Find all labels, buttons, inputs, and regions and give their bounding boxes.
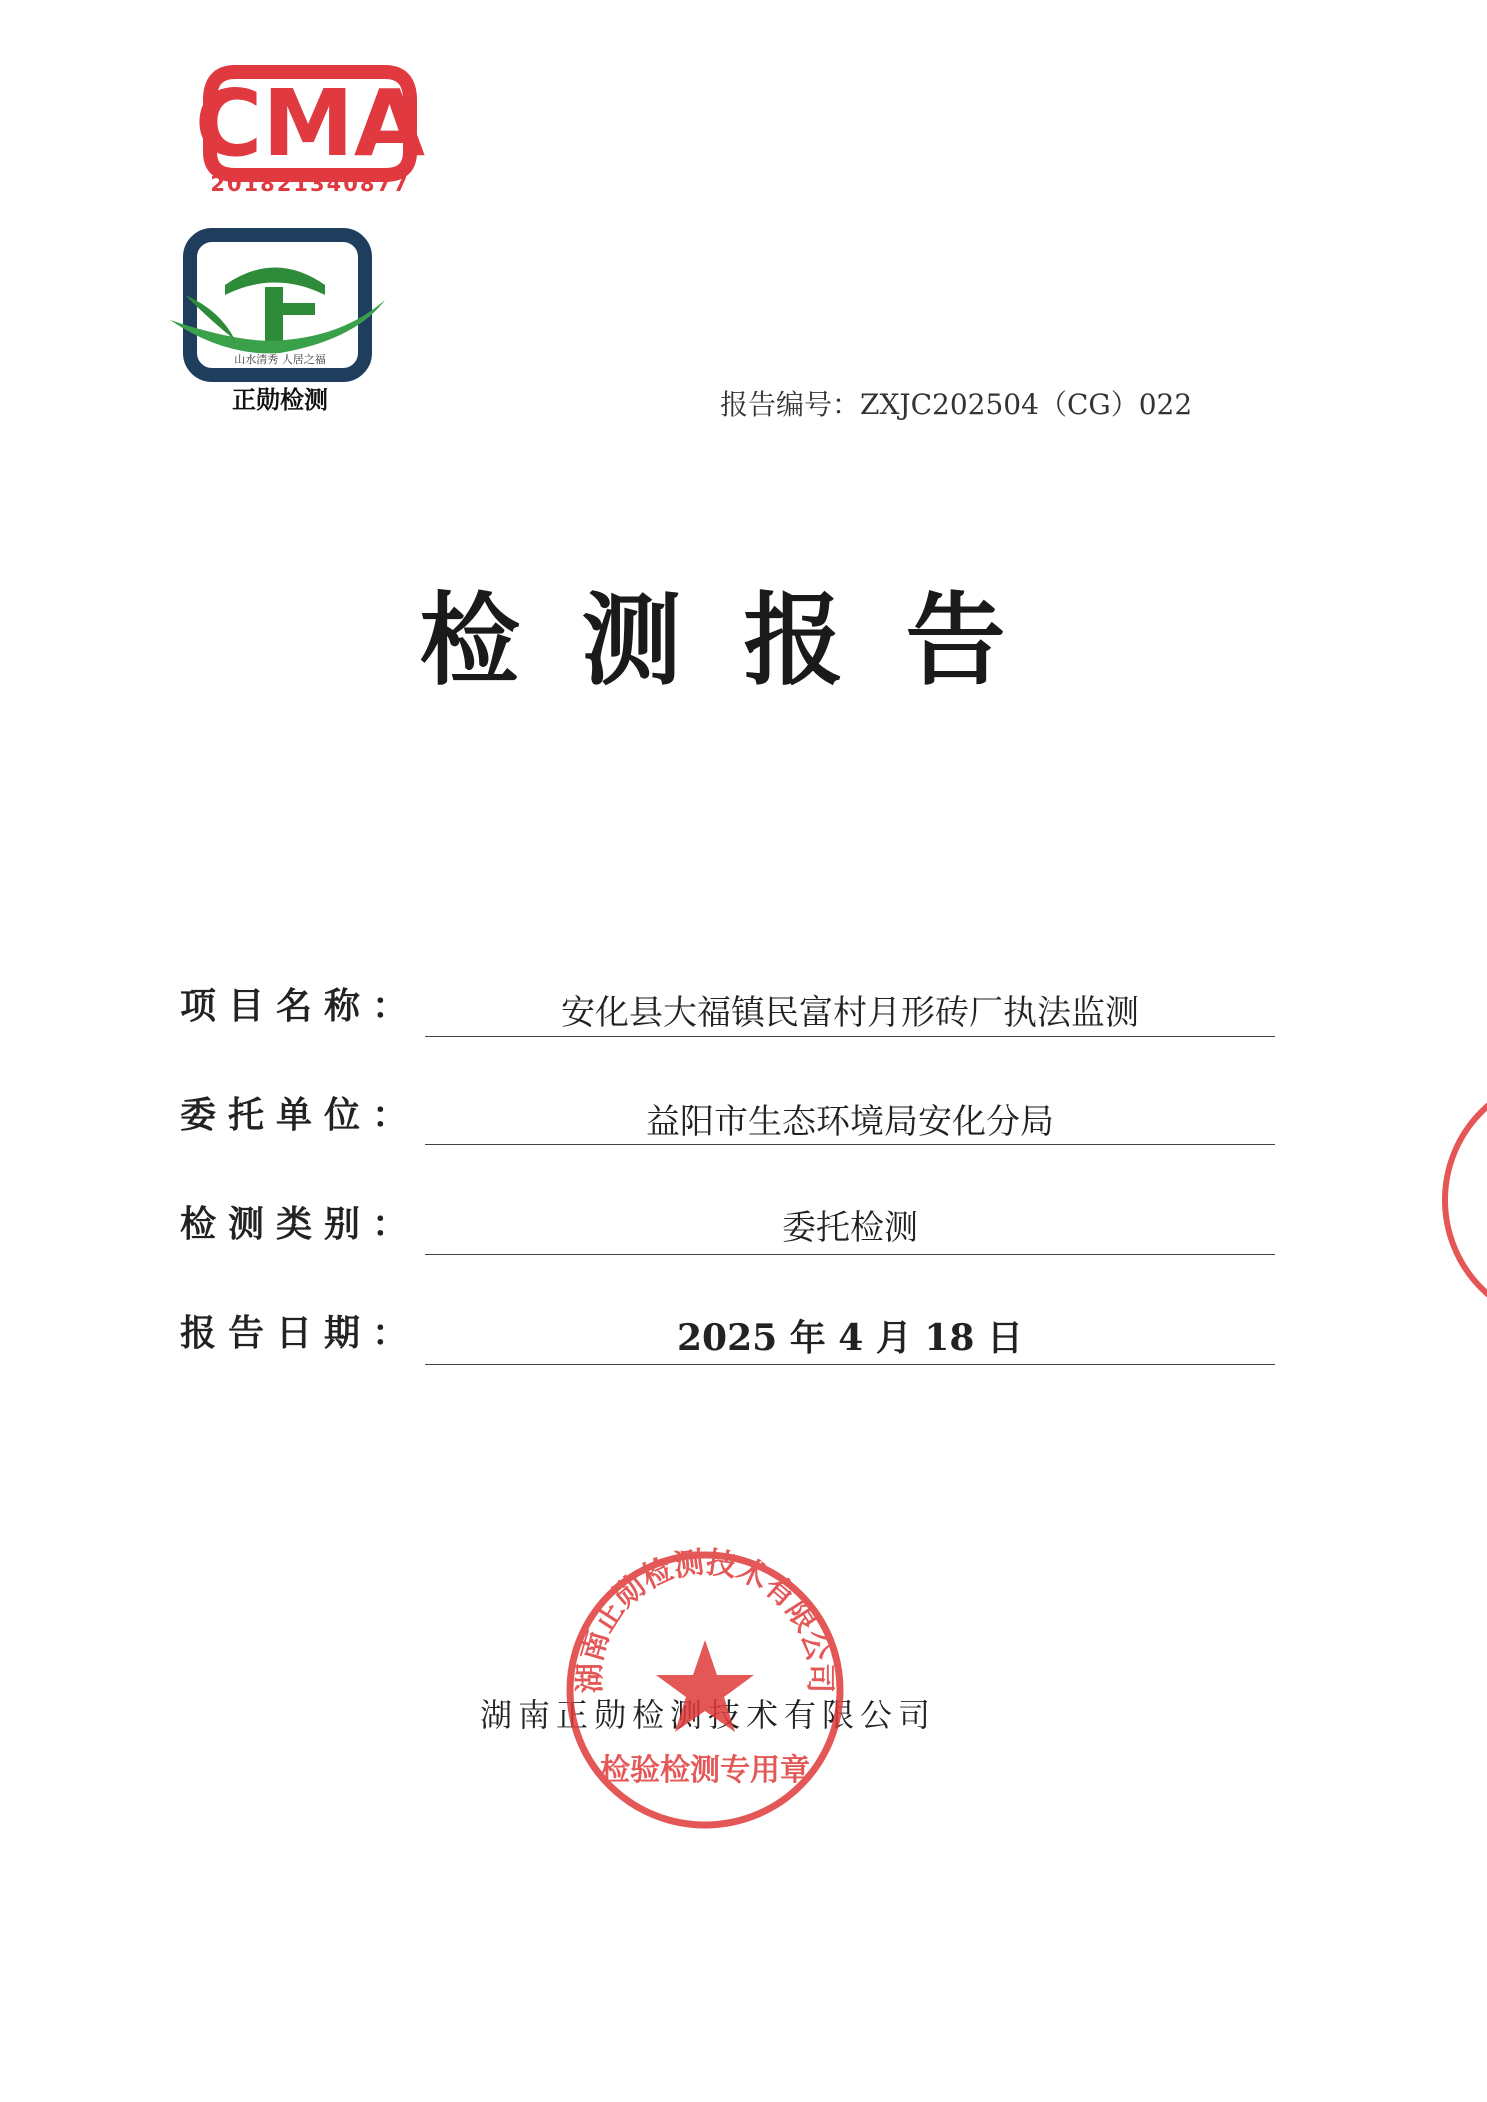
page-title: 检测报告	[419, 582, 1068, 699]
field-label-date: 报告日期：	[180, 1313, 421, 1354]
report-number-value: ZXJC202504（CG）022	[860, 388, 1193, 421]
issuer-name: 湖南正勋检测技术有限公司	[480, 1696, 937, 1734]
company-logo	[165, 225, 395, 385]
cma-number: 201821340877	[210, 172, 410, 196]
field-underline	[425, 1036, 1275, 1037]
field-value-category: 委托检测	[782, 1208, 918, 1248]
field-underline	[425, 1144, 1275, 1145]
report-number-label: 报告编号：	[720, 388, 861, 421]
seal-bottom-text: 检验检测专用章	[600, 1753, 810, 1788]
official-seal	[560, 1545, 850, 1835]
side-seal	[1430, 1070, 1487, 1330]
company-logo-name: 正勋检测	[232, 386, 328, 414]
field-underline	[425, 1364, 1275, 1365]
field-underline	[425, 1254, 1275, 1255]
seal-ring-text: 湖南正勋检测技术有限公司	[572, 1545, 838, 1694]
cma-logo	[195, 60, 425, 235]
field-value-client: 益阳市生态环境局安化分局	[646, 1102, 1054, 1142]
company-logo-slogan: 山水清秀 人居之福	[234, 353, 326, 366]
report-number	[720, 383, 1192, 423]
field-value-date: 2025 年 4 月 18 日	[676, 1317, 1023, 1359]
field-label-project: 项目名称：	[180, 986, 421, 1027]
cma-logo-text: CMA	[195, 70, 425, 177]
field-label-client: 委托单位：	[180, 1095, 421, 1136]
field-label-category: 检测类别：	[180, 1204, 421, 1245]
field-value-project: 安化县大福镇民富村月形砖厂执法监测	[561, 993, 1139, 1033]
